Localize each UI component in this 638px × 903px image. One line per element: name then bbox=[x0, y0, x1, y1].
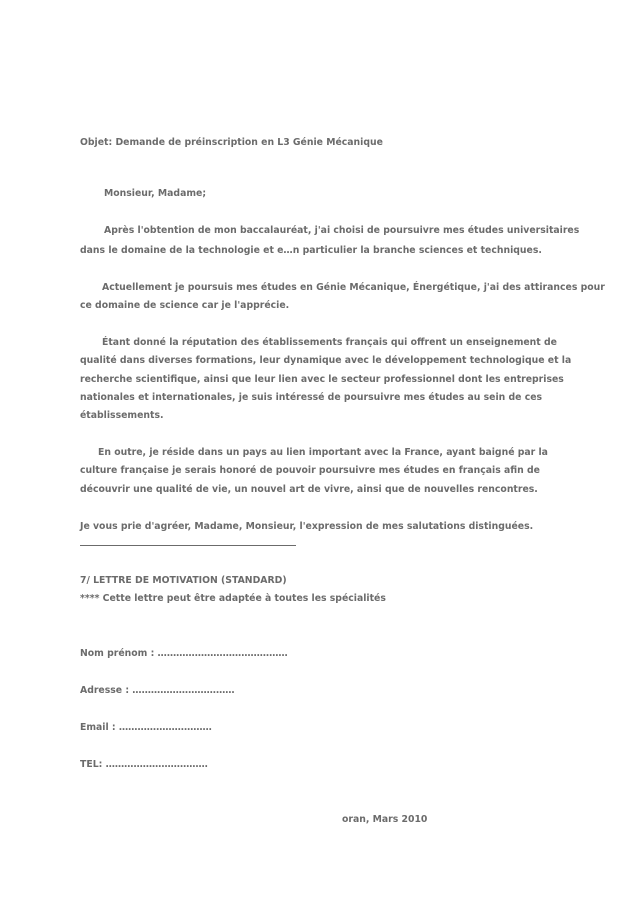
separator-line bbox=[80, 545, 296, 546]
paragraph-4-line-1: En outre, je réside dans un pays au lien important avec la France, ayant baigné par la bbox=[98, 447, 548, 458]
email-field: Email : ………………………… bbox=[80, 722, 212, 733]
paragraph-4-line-2: culture française je serais honoré de pouvoir poursuivre mes études en français afin de bbox=[80, 465, 540, 476]
salutation: Monsieur, Madame; bbox=[104, 188, 207, 199]
paragraph-1-line-2: dans le domaine de la technologie et e…n particulier la branche sciences et techniques. bbox=[80, 245, 542, 256]
place-date: oran, Mars 2010 bbox=[342, 814, 428, 825]
address-field: Adresse : …………………………… bbox=[80, 685, 235, 696]
paragraph-1-line-1: Après l'obtention de mon baccalauréat, j'ai choisi de poursuivre mes études universitaires bbox=[104, 225, 580, 236]
paragraph-2-line-2: ce domaine de science car je l'apprécie. bbox=[80, 300, 290, 311]
name-field: Nom prénom : …………………………………… bbox=[80, 648, 288, 659]
section-heading: 7/ LETTRE DE MOTIVATION (STANDARD) bbox=[80, 575, 287, 586]
subject-line: Objet: Demande de préinscription en L3 Génie Mécanique bbox=[80, 137, 383, 148]
tel-field: TEL: …………………………… bbox=[80, 759, 208, 770]
closing-formula: Je vous prie d'agréer, Madame, Monsieur, l'expression de mes salutations distinguées. bbox=[80, 521, 534, 532]
paragraph-3-line-5: établissements. bbox=[80, 410, 164, 421]
paragraph-3-line-4: nationales et internationales, je suis intéressé de poursuivre mes études au sein de ces bbox=[80, 392, 543, 403]
paragraph-3-line-2: qualité dans diverses formations, leur dynamique avec le développement technologique et la bbox=[80, 355, 572, 366]
paragraph-2-line-1: Actuellement je poursuis mes études en Génie Mécanique, Énergétique, j'ai des attirances pour bbox=[102, 282, 605, 293]
paragraph-4-line-3: découvrir une qualité de vie, un nouvel art de vivre, ainsi que de nouvelles rencontres. bbox=[80, 484, 538, 495]
section-note: **** Cette lettre peut être adaptée à toutes les spécialités bbox=[80, 593, 386, 604]
paragraph-3-line-1: Étant donné la réputation des établissements français qui offrent un enseignement de bbox=[102, 337, 557, 348]
paragraph-3-line-3: recherche scientifique, ainsi que leur lien avec le secteur professionnel dont les entreprises bbox=[80, 374, 564, 385]
